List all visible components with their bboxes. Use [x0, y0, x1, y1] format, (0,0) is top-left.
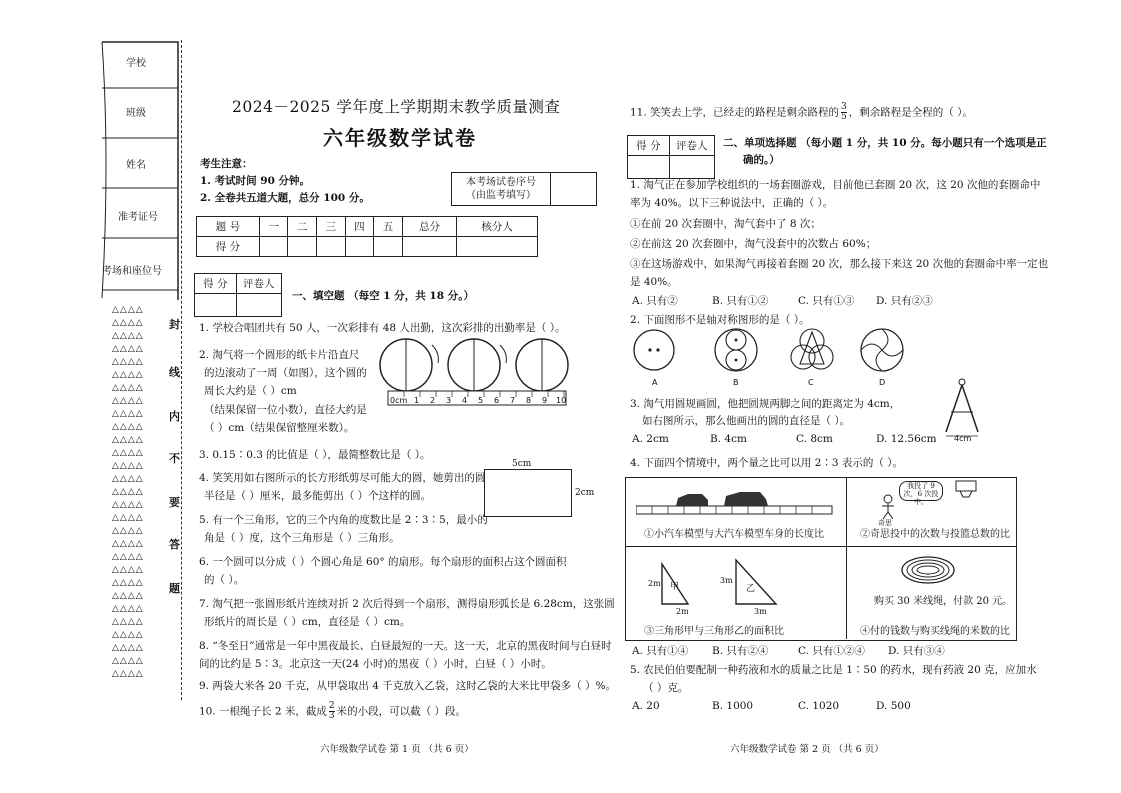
- shape-label: B: [733, 378, 739, 387]
- score-table-cell: 四: [345, 217, 374, 237]
- score-table-cell: 核分人: [457, 217, 538, 237]
- car-models-icon: [636, 486, 836, 516]
- seal-char: 不: [169, 452, 180, 465]
- question-7: 7. 淘气把一张圆形纸片连续对折 2 次后得到一个扇形，测得扇形弧长是 6.28cm，这张圆: [199, 598, 615, 610]
- score-table-cell: 三: [317, 217, 346, 237]
- score-table-row: [197, 237, 538, 257]
- question-11: [630, 103, 973, 122]
- fraction-numerator: 2: [328, 701, 335, 711]
- question-6: 6. 一个圆可以分成（ ）个圆心角是 60° 的扇形。每个扇形的面积占这个圆面积: [199, 556, 567, 568]
- mini-table-blank[interactable]: [669, 156, 714, 179]
- seal-char: 答: [169, 538, 180, 551]
- notice-line: 2. 全卷共五道大题，总分 100 分。: [200, 192, 370, 204]
- seal-char: 封: [169, 318, 180, 331]
- shape-label: D: [879, 378, 886, 387]
- q10-fraction: [329, 702, 335, 721]
- choice-5-line: （ ）克。: [643, 682, 689, 694]
- ruler-tick: 1: [414, 396, 420, 405]
- question-9: 9. 两袋大米各 20 千克，从甲袋取出 4 千克放入乙袋，这时乙袋的大米比甲袋多（ ）%。: [199, 680, 617, 692]
- ruler-tick: 5: [478, 396, 484, 405]
- seat-box-line: 本考场试卷序号: [466, 177, 537, 188]
- mini-table-grader: 评卷人: [236, 274, 281, 294]
- score-table-head: [197, 217, 538, 237]
- score-table-cell: 总分: [402, 217, 457, 237]
- score-input-cell[interactable]: [374, 237, 403, 257]
- field-class: 班级: [126, 108, 146, 119]
- question-4: 4. 笑笑用如右图所示的长方形纸剪尽可能大的圆，她剪出的圆: [199, 472, 486, 484]
- section2-heading-line: 确的。）: [743, 154, 780, 166]
- shape-label: A: [652, 378, 658, 387]
- triangle-a-base: 2m: [676, 607, 689, 616]
- mini-table-score: 得 分: [628, 136, 670, 156]
- question-5-line: 角是（ ）度，这个三角形是（ ）三角形。: [204, 532, 400, 544]
- ruler-tick: 4: [462, 396, 468, 405]
- question-7-line: 形纸片的周长是（ ）cm，直径是（ ）cm。: [204, 616, 411, 628]
- choice-5-option[interactable]: B. 1000: [712, 700, 754, 712]
- question-8-line: 间的比约是 5∶3。北京这一天(24 小时)的黑夜（ ）小时，白昼（ ）小时。: [199, 658, 552, 670]
- footer-page-1: 六年级数学试卷 第 1 页 （共 6 页）: [320, 744, 474, 755]
- choice-3-option[interactable]: C. 8cm: [796, 433, 833, 445]
- question-5: 5. 有一个三角形，它的三个内角的度数比是 2∶3∶5，最小的: [199, 514, 488, 526]
- question-1: 1. 学校合唱团共有 50 人，一次彩排有 48 人出勤，这次彩排的出勤率是（ ）。: [199, 322, 566, 334]
- choice-2: 2. 下面图形不是轴对称图形的是（ ）。: [630, 314, 810, 326]
- question-8: 8. “冬至日”通常是一年中黑夜最长、白昼最短的一天。这一天，北京的黑夜时间与白昼时: [199, 640, 612, 652]
- choice-1: 1. 淘气正在参加学校组织的一场套圈游戏，目前他已套圈 20 次，这 20 次他的套圈命中: [630, 179, 1041, 191]
- choice-1-line: 率为 40%。以下三种说法中，正确的（ ）。: [630, 197, 834, 209]
- shape-label: C: [808, 378, 814, 387]
- exam-subtitle: 六年级数学试卷: [323, 126, 477, 150]
- choice-5: 5. 农民伯伯要配制一种药液和水的质量之比是 1∶50 的药水，现有药液 20 克，应加水: [630, 664, 1037, 676]
- field-exam-number: 准考证号: [118, 212, 158, 223]
- basketball-hoop-icon: [955, 480, 977, 498]
- ruler-tick: 9: [542, 396, 548, 405]
- question-2-line: （ ）cm（结果保留整厘米数）。: [204, 422, 355, 434]
- choice-3-option[interactable]: D. 12.56cm: [876, 433, 937, 445]
- mini-table-score: 得 分: [195, 274, 237, 294]
- field-name: 姓名: [126, 160, 146, 171]
- choice-1-statement: ①在前 20 次套圈中，淘气套中了 8 次；: [630, 218, 821, 230]
- choice-1-option[interactable]: D. 只有②③: [876, 295, 933, 307]
- triangle-b-height: 3m: [720, 576, 733, 585]
- ruler-tick: 8: [526, 396, 532, 405]
- triangle-a-label: 甲: [670, 582, 680, 592]
- rect-width-label: 5cm: [512, 459, 532, 469]
- choice-5-option[interactable]: D. 500: [876, 700, 911, 712]
- kid-name: 奇思: [878, 519, 892, 527]
- symmetry-shapes-figure: [632, 326, 922, 376]
- grid-divider: [846, 477, 847, 639]
- ruler-tick: 3: [446, 396, 452, 405]
- section2-score-box: [627, 135, 715, 179]
- q10-text: 米的小段，可以截（ ）段。: [336, 705, 466, 718]
- choice-1-statement: 是 40%。: [630, 276, 678, 288]
- rect-height-label: 2cm: [575, 488, 595, 498]
- rope-price-text: 购买 30 米线绳，付款 20 元。: [874, 596, 1013, 607]
- seal-char: 要: [169, 496, 180, 509]
- q10-text: 10. 一根绳子长 2 米，截成: [199, 705, 327, 718]
- triangle-a-height: 2m: [648, 579, 661, 588]
- fraction-numerator: 3: [841, 102, 847, 112]
- ruler-tick: 7: [510, 396, 516, 405]
- choice-3-option[interactable]: B. 4cm: [710, 433, 747, 445]
- ruler-unit: 0cm: [390, 396, 408, 405]
- dashed-triangle-column: △△△△ △△△△ △△△△ △△△△ △△△△ △△△△ △△△△ △△△△ △△△△ △△△△ △△△△ △△△△ △△△△ △△△△ △△△△ △△△△ △△△△ △△△△ △△△△ △△△△ △△△△ △△△△ △△△△ △△△△ △△△△ △△△△ △△△△ △△△△ △△△△: [112, 305, 144, 679]
- mini-table-blank[interactable]: [628, 156, 670, 179]
- fraction-denominator: 3: [328, 711, 335, 721]
- seal-char: 内: [169, 410, 180, 423]
- score-table-cell: 一: [259, 217, 288, 237]
- speech-bubble: 我投了 9 次，6 次投中。: [899, 481, 943, 501]
- choice-5-option[interactable]: C. 1020: [798, 700, 840, 712]
- scenario-caption: ②奇思投中的次数与投篮总数的比: [860, 529, 1010, 540]
- seat-box-blank[interactable]: [551, 173, 597, 206]
- seat-box-line: （由监考填写）: [466, 190, 537, 201]
- scenario-caption: ①小汽车模型与大汽车模型车身的长度比: [644, 529, 824, 540]
- mini-table-grader: 评卷人: [669, 136, 714, 156]
- rope-coil-icon: [898, 550, 958, 588]
- choice-1-option[interactable]: A. 只有②: [632, 295, 678, 307]
- seat-number-box: [451, 172, 597, 206]
- mini-table-blank[interactable]: [236, 294, 281, 317]
- q11-fraction: [841, 103, 847, 122]
- score-input-cell[interactable]: [259, 237, 288, 257]
- score-input-cell[interactable]: [345, 237, 374, 257]
- choice-1-statement: ②在前这 20 次套圈中，淘气没套中的次数占 60%；: [630, 238, 877, 250]
- choice-5-option[interactable]: A. 20: [632, 700, 660, 712]
- ruler-tick: 2: [430, 396, 436, 405]
- q11-text: ，剩余路程是全程的（ ）。: [848, 106, 973, 119]
- choice-4: 4. 下面四个情境中，两个量之比可以用 2∶3 表示的（ ）。: [630, 457, 903, 469]
- fraction-denominator: 5: [841, 112, 847, 122]
- choice-4-option[interactable]: A. 只有①④: [632, 645, 689, 657]
- question-2-line: 周长大约是（ ）cm: [204, 385, 297, 397]
- seal-char: 线: [169, 366, 180, 379]
- score-table: [196, 216, 538, 257]
- choice-1-statement: ③在这场游戏中，如果淘气再接着套圈 20 次，那么接下来这 20 次他的套圈命中率一定也: [630, 258, 1049, 270]
- score-table-cell: 五: [374, 217, 403, 237]
- choice-4-option[interactable]: C. 只有①②④: [798, 645, 865, 657]
- ruler-tick: 6: [494, 396, 500, 405]
- score-table-cell: 题 号: [197, 217, 260, 237]
- question-2-line: （结果保留一位小数），直径大约是: [204, 404, 367, 416]
- choice-1-option[interactable]: B. 只有①②: [712, 295, 769, 307]
- score-input-cell[interactable]: [317, 237, 346, 257]
- score-table-cell: 二: [288, 217, 317, 237]
- choice-3-line: 如右图所示，那么他画出的圆的直径是（ ）。: [642, 415, 851, 427]
- field-school: 学校: [126, 58, 146, 69]
- score-input-cell[interactable]: [457, 237, 538, 257]
- section1-score-box: [194, 273, 282, 317]
- mini-table-blank[interactable]: [195, 294, 237, 317]
- question-4-line: 半径是（ ）厘米，最多能剪出（ ）个这样的圆。: [204, 490, 432, 502]
- section1-heading: 一、填空题 （每空 1 分，共 18 分。）: [292, 290, 474, 302]
- seal-line: [181, 40, 183, 700]
- score-input-cell[interactable]: [402, 237, 457, 257]
- choice-3-option[interactable]: A. 2cm: [632, 433, 669, 445]
- grid-divider: [625, 546, 1017, 547]
- question-2: 2. 淘气将一个圆形的纸卡片沿直尺: [199, 349, 360, 361]
- exam-title: 2024－2025 学年度上学期期末教学质量测查: [232, 98, 561, 116]
- footer-page-2: 六年级数学试卷 第 2 页 （共 6 页）: [730, 744, 884, 755]
- choice-3: 3. 淘气用圆规画圆，他把圆规两脚之间的距离定为 4cm，: [630, 398, 901, 410]
- question-6-line: 的（ ）。: [204, 574, 245, 586]
- scenario-caption: ③三角形甲与三角形乙的面积比: [644, 626, 784, 637]
- rectangle-figure: [484, 469, 572, 517]
- choice-4-option[interactable]: B. 只有②④: [712, 645, 769, 657]
- question-2-line: 的边滚动了一周（如图），这个圆的: [204, 367, 367, 379]
- notice-line: 1. 考试时间 90 分钟。: [200, 175, 311, 187]
- ruler-tick: 10: [556, 396, 567, 405]
- question-10: [199, 702, 466, 721]
- seat-box-label: [452, 173, 551, 206]
- triangle-b-label: 乙: [746, 584, 756, 594]
- section2-heading: 二、单项选择题 （每小题 1 分，共 10 分。每小题只有一个选项是正: [723, 137, 1047, 149]
- seal-char: 题: [169, 582, 180, 595]
- triangles-figure: [648, 558, 788, 616]
- triangle-b-base: 3m: [754, 607, 767, 616]
- binding-strip: [100, 40, 180, 300]
- choice-4-option[interactable]: D. 只有③④: [888, 645, 945, 657]
- notice-title: 考生注意：: [200, 158, 253, 170]
- scenario-caption: ④付的钱数与购买线绳的米数的比: [860, 626, 1010, 637]
- score-input-cell[interactable]: [288, 237, 317, 257]
- compass-distance-label: 4cm: [954, 434, 972, 443]
- score-table-cell: 得 分: [197, 237, 260, 257]
- ruler-labels: [390, 396, 570, 408]
- field-seat: 考场和座位号: [102, 266, 162, 277]
- choice-1-option[interactable]: C. 只有①③: [798, 295, 855, 307]
- q11-text: 11. 笑笑去上学，已经走的路程是剩余路程的: [630, 106, 840, 119]
- question-3: 3. 0.15∶0.3 的比值是（ ），最简整数比是（ ）。: [199, 449, 431, 461]
